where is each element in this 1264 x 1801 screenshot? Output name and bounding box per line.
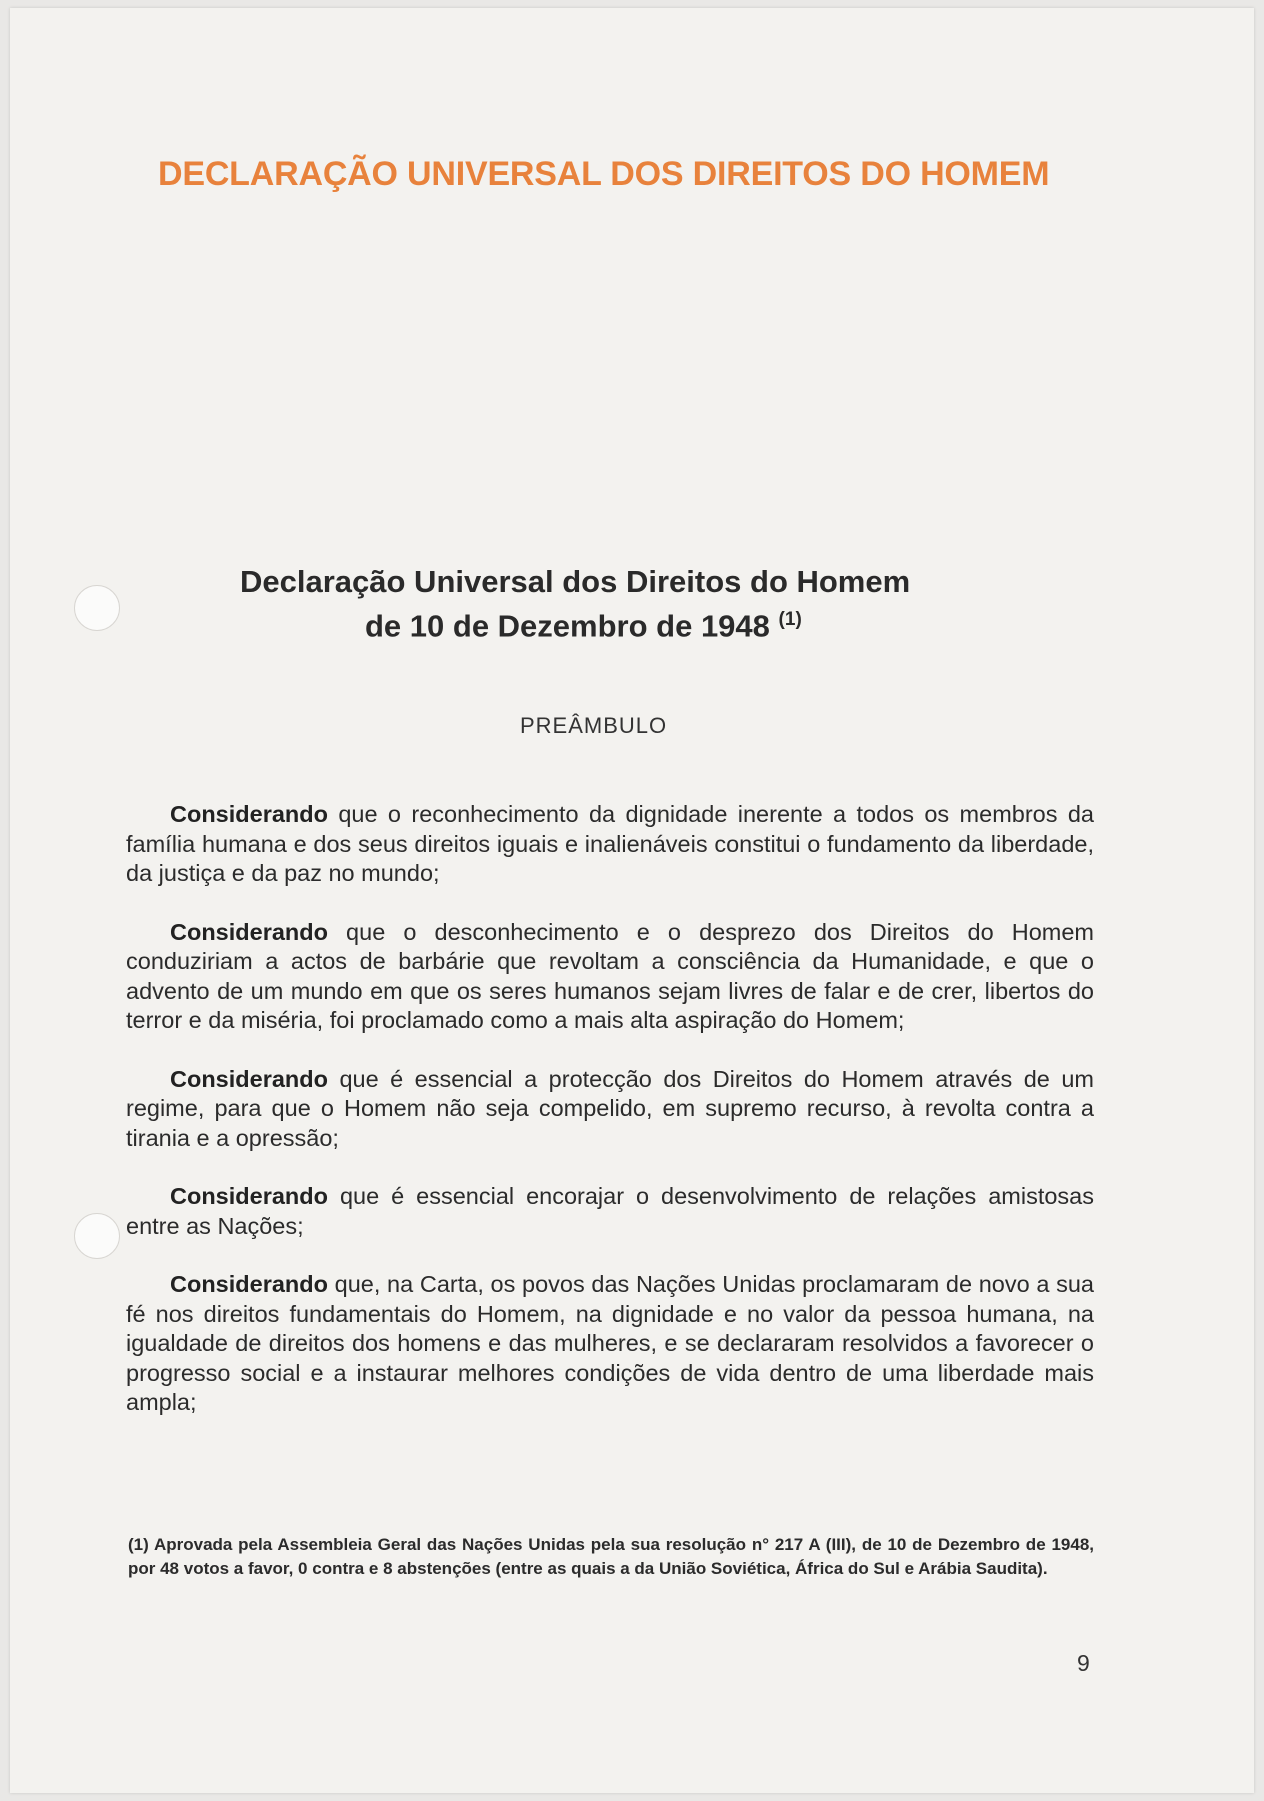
paragraph-text: que, na Carta, os povos das Nações Unidas proclamaram de novo a sua fé nos direitos fundamentais do Homem, na dignidade e no valor da pessoa humana, na igualdade de direitos dos homens e das mulheres, e se declararam resolvidos a favorecer o progresso social e a instaurar melhores condições de vida dentro de uma liberdade mais ampla; (126, 1271, 1094, 1415)
paragraph (126, 1065, 1094, 1154)
paragraph-lead: Considerando (170, 1183, 328, 1209)
paragraph-text: que é essencial encorajar o desenvolvimento de relações amistosas entre as Nações; (126, 1183, 1094, 1239)
paragraph-lead: Considerando (170, 918, 328, 945)
punch-hole (74, 1213, 120, 1259)
paragraph-lead: Considerando (170, 1065, 328, 1092)
title-line-1: Declaração Universal dos Direitos do Homem (240, 564, 911, 599)
paragraph-text: que o reconhecimento da dignidade inerente a todos os membros da família humana e dos seus direitos iguais e inalienáveis constitui o fundamento da liberdade, da justiça e da paz no mundo; (126, 801, 1094, 886)
page-number: 9 (1077, 1650, 1090, 1676)
paragraph (126, 800, 1094, 889)
declaration-title (240, 563, 1020, 645)
paragraph (126, 1182, 1094, 1241)
title-line-2 (240, 601, 1020, 645)
paragraph-text: que é essencial a protecção dos Direitos do Homem através de um regime, para que o Homem não seja compelido, em supremo recurso, à revolta contra a tirania e a opressão; (126, 1065, 1094, 1151)
paragraph-lead: Considerando (170, 1271, 328, 1297)
paragraph-text: que o desconhecimento e o desprezo dos Direitos do Homem conduziriam a actos de barbárie que revoltam a consciência da Humanidade, e que o advento de um mundo em que os seres humanos sejam livres de falar e de crer, libertos do terror e da miséria, foi proclamado como a mais alta aspiração do Homem; (126, 918, 1094, 1033)
footnote: (1) Aprovada pela Assembleia Geral das Nações Unidas pela sua resolução n° 217 A (III), de 10 de Dezembro de 1948, por 48 votos a favor, 0 contra e 8 abstenções (entre as quais a da União Soviética, África do Sul e Arábia Saudita). (128, 1535, 1094, 1578)
paragraph (126, 918, 1094, 1036)
punch-hole (74, 585, 120, 631)
footnote-reference: (1) (778, 609, 802, 630)
paragraph-lead: Considerando (170, 801, 328, 827)
title-date: de 10 de Dezembro de 1948 (365, 608, 770, 644)
preamble-heading: PREÂMBULO (520, 713, 668, 738)
running-header: DECLARAÇÃO UNIVERSAL DOS DIREITOS DO HOMEM (158, 155, 1050, 193)
paragraph (126, 1270, 1094, 1418)
preamble-body (126, 800, 1094, 1418)
